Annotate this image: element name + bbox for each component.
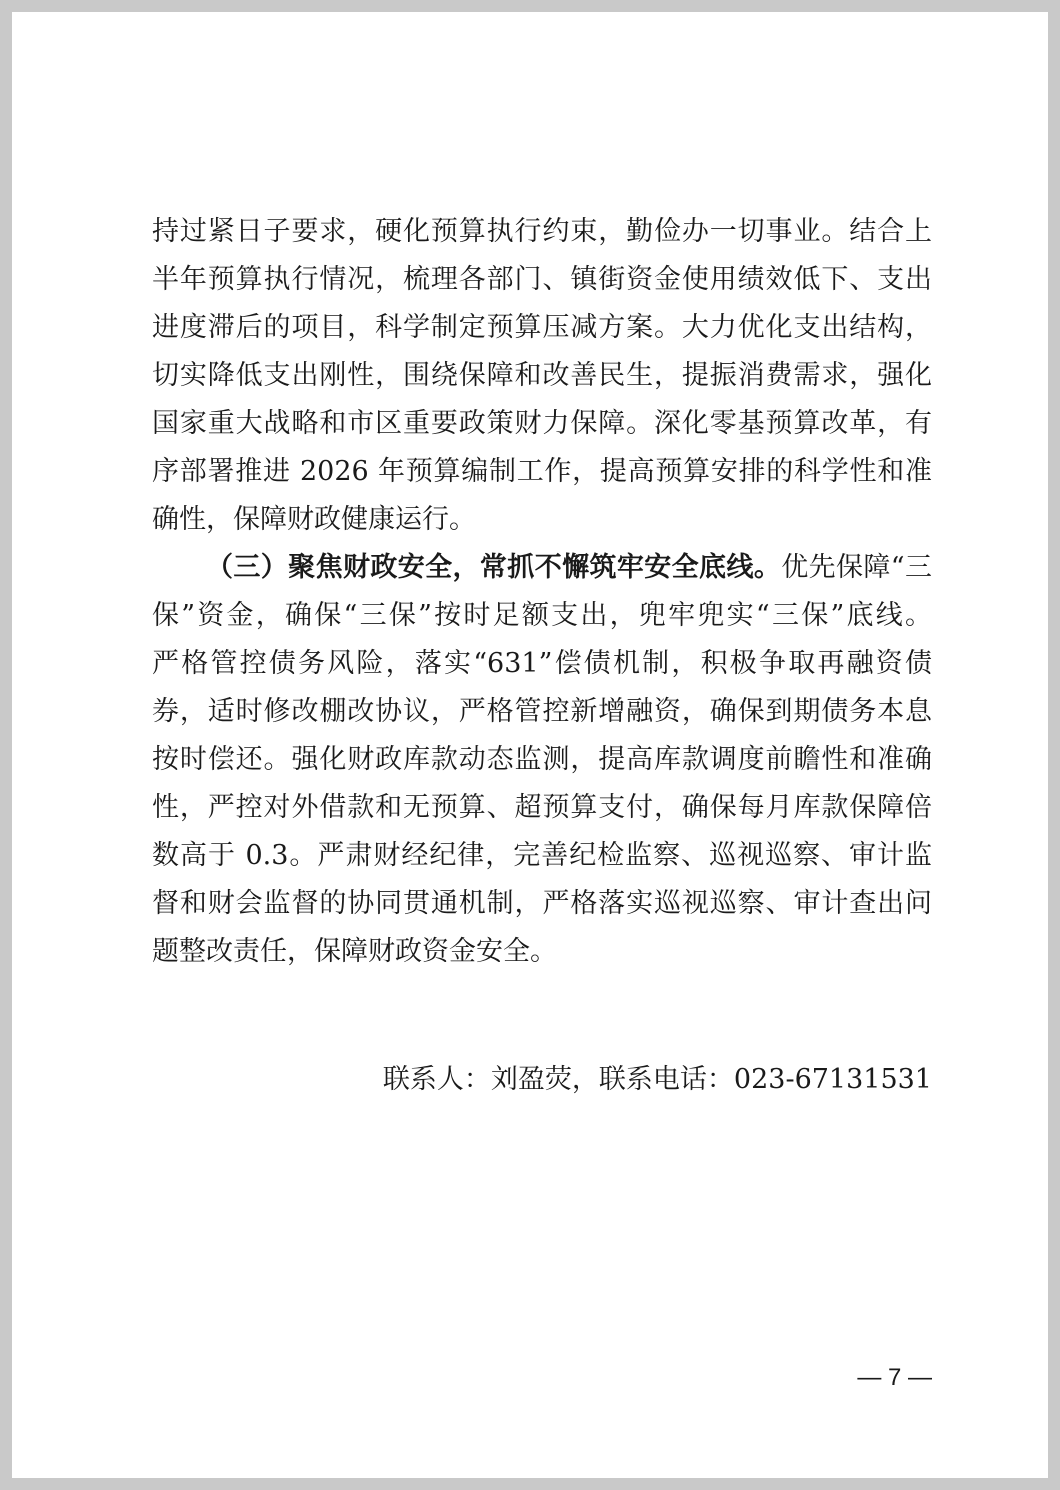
document-page — [12, 12, 1048, 1478]
paragraph-line: 持过紧日子要求，硬化预算执行约束，勤俭办一切事业。结合上 — [152, 216, 932, 247]
section-heading: （三）聚焦财政安全，常抓不懈筑牢安全底线。 — [206, 552, 782, 583]
paragraph-line: 数高于 0.3。严肃财经纪律，完善纪检监察、巡视巡察、审计监 — [152, 840, 932, 871]
section-first-line — [152, 544, 932, 592]
page-number: — 7 — — [857, 1364, 932, 1391]
paragraph-line: 题整改责任，保障财政资金安全。 — [152, 936, 557, 967]
paragraph-line: 确性，保障财政健康运行。 — [152, 504, 476, 535]
contact-line: 联系人：刘盈荧，联系电话：023-67131531 — [382, 1064, 932, 1095]
section-first-line-text: 优先保障“三 — [781, 552, 932, 583]
paragraph-line: 严格管控债务风险，落实“631”偿债机制，积极争取再融资债 — [152, 648, 932, 679]
paragraph-line: 半年预算执行情况，梳理各部门、镇街资金使用绩效低下、支出 — [152, 264, 932, 295]
paragraph-line: 督和财会监督的协同贯通机制，严格落实巡视巡察、审计查出问 — [152, 888, 932, 919]
paragraph-line: 国家重大战略和市区重要政策财力保障。深化零基预算改革，有 — [152, 408, 932, 439]
paragraph-line: 序部署推进 2026 年预算编制工作，提高预算安排的科学性和准 — [152, 456, 932, 487]
paragraph-line: 进度滞后的项目，科学制定预算压减方案。大力优化支出结构， — [152, 312, 932, 343]
paragraph-line: 按时偿还。强化财政库款动态监测，提高库款调度前瞻性和准确 — [152, 744, 932, 775]
paragraph-line: 性，严控对外借款和无预算、超预算支付，确保每月库款保障倍 — [152, 792, 932, 823]
paragraph-line: 券，适时修改棚改协议，严格管控新增融资，确保到期债务本息 — [152, 696, 932, 727]
paragraph-line: 保”资金，确保“三保”按时足额支出，兜牢兜实“三保”底线。 — [152, 600, 932, 631]
body-text — [152, 208, 932, 976]
paragraph-line: 切实降低支出刚性，围绕保障和改善民生，提振消费需求，强化 — [152, 360, 932, 391]
